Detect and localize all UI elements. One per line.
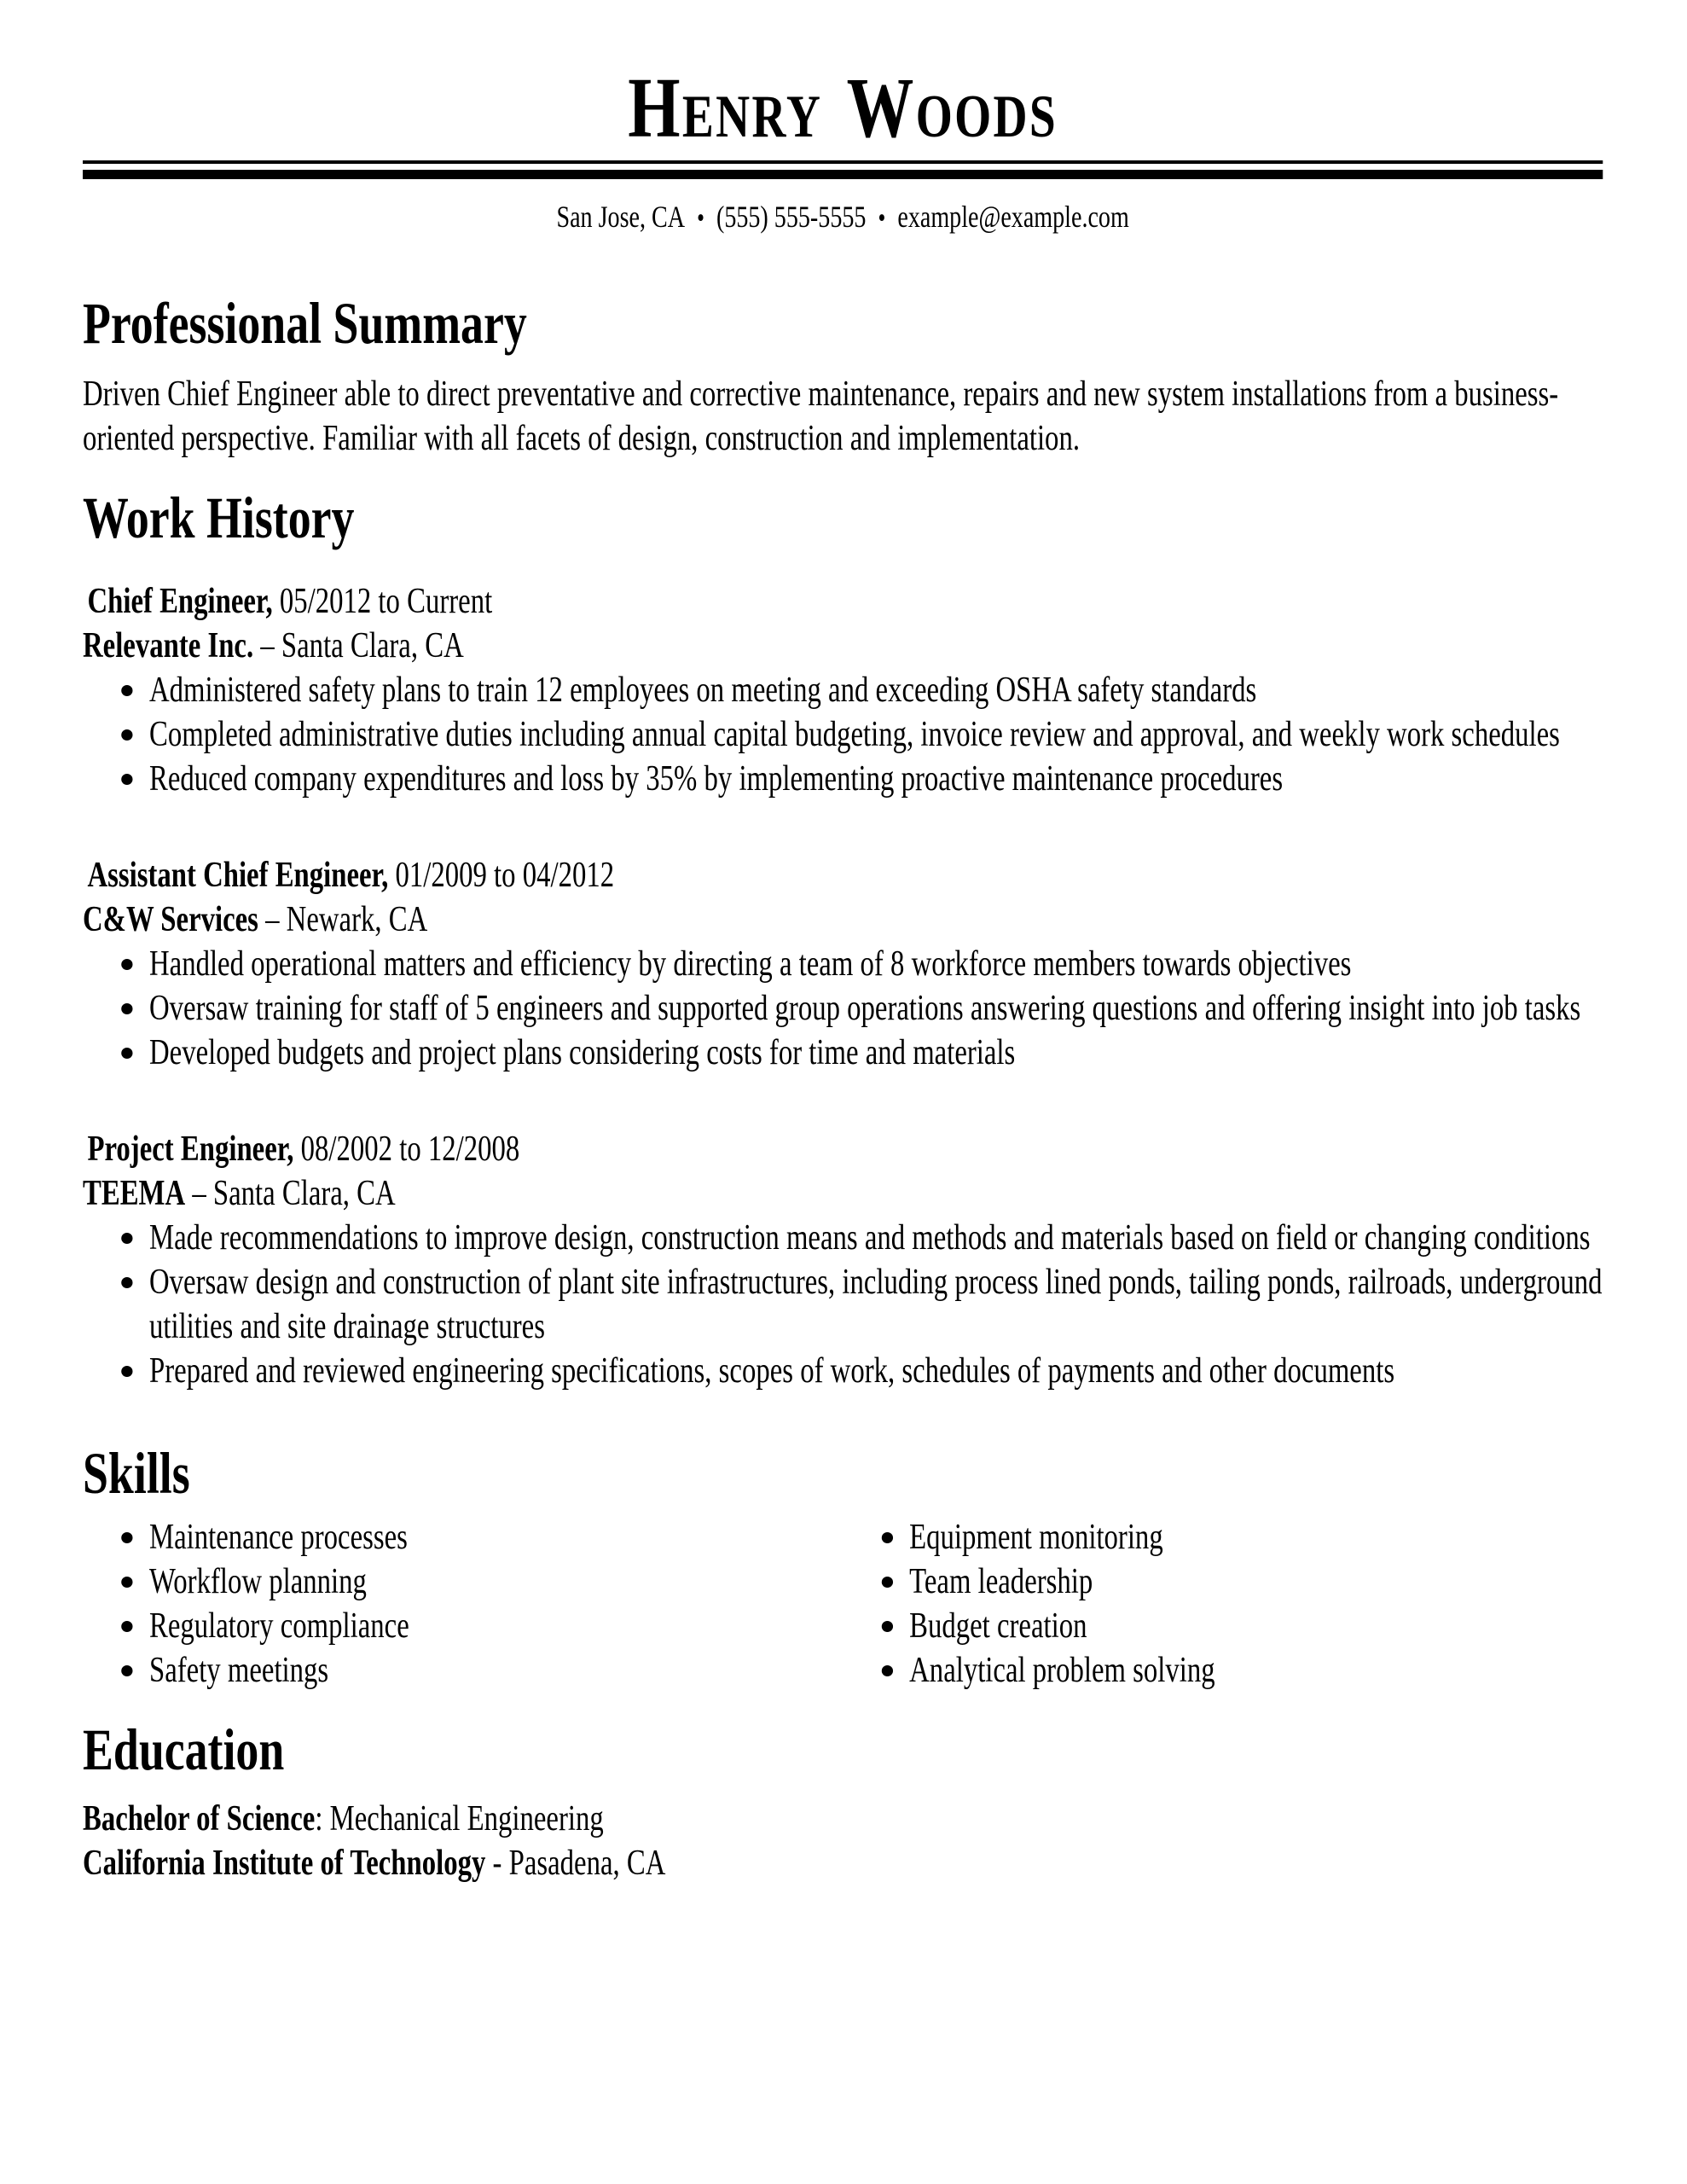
section-title-education: Education [83,1716,285,1782]
education-line [83,1841,1603,1885]
section-title-work-history: Work History [83,485,355,550]
job-bullet: Handled operational matters and efficiency by directing a team of 8 workforce members towards objectives [83,942,1603,986]
job-role: Assistant Chief Engineer, [87,855,389,895]
job-employer: TEEMA [83,1173,186,1213]
header-rule-gap [83,164,1603,170]
job-bullet: Administered safety plans to train 12 employees on meeting and exceeding OSHA safety standards [83,668,1603,712]
job-bullet: Oversaw design and construction of plant site infrastructures, including process lined ponds, tailing ponds, railroads, underground utilities and site drainage structures [83,1260,1603,1349]
skill-item: Workflow planning [83,1560,843,1604]
job-employer-line [83,1171,1603,1216]
summary-text: Driven Chief Engineer able to direct preventative and corrective maintenance, repairs and new system installations from a business-oriented perspective. Familiar with all facets of design, construction and implementation. [83,374,1559,458]
job-role: Project Engineer, [87,1129,294,1169]
job-dates: 01/2009 to 04/2012 [388,855,615,895]
job-dates: 08/2002 to 12/2008 [293,1129,520,1169]
skills-column [83,1515,843,1693]
job-bullet: Oversaw training for staff of 5 engineers and supported group operations answering questions and offering insight into job tasks [83,986,1603,1031]
skill-item: Budget creation [843,1604,1603,1648]
job-role: Chief Engineer, [87,581,273,621]
education-line-rest: - Pasadena, CA [485,1843,666,1883]
job-dates: 05/2012 to Current [272,581,493,621]
skill-item: Safety meetings [83,1648,843,1693]
job-title-line [83,1127,1603,1171]
job-title-line [83,579,1603,624]
job-employer: Relevante Inc. [83,625,254,665]
job-employer-line [83,897,1603,942]
job-bullet-list [83,942,1603,1075]
job-entry [83,579,1603,801]
resume-document [83,60,1603,1885]
education-line-lead: California Institute of Technology [83,1843,486,1883]
education-line [83,1797,1603,1841]
skill-item: Equipment monitoring [843,1515,1603,1560]
job-bullet: Made recommendations to improve design, construction means and methods and materials based on field or changing conditions [83,1216,1603,1260]
job-entry [83,853,1603,1075]
job-bullet-list [83,1216,1603,1393]
job-location: – Santa Clara, CA [253,625,464,665]
skill-item: Regulatory compliance [83,1604,843,1648]
contact-item: example@example.com [897,200,1129,234]
job-bullet: Developed budgets and project plans considering costs for time and materials [83,1031,1603,1075]
resume-name: Henry Woods [628,60,1058,155]
work-history-list [83,579,1603,1393]
contact-line [83,200,1603,235]
header-rule [83,160,1603,179]
header-rule-thick [83,170,1603,179]
skills-grid [83,1515,1603,1693]
contact-separator-dot-icon: • [697,203,704,234]
contact-item: San Jose, CA [556,200,686,234]
contact-separator-dot-icon: • [878,203,886,234]
section-title-skills: Skills [83,1440,190,1506]
skill-item: Team leadership [843,1560,1603,1604]
job-bullet: Completed administrative duties including annual capital budgeting, invoice review and approval, and weekly work schedules [83,712,1603,757]
education-line-lead: Bachelor of Science [83,1798,316,1838]
job-employer: C&W Services [83,899,258,939]
job-bullet-list [83,668,1603,801]
job-bullet: Reduced company expenditures and loss by 35% by implementing proactive maintenance procedures [83,757,1603,801]
skill-item: Analytical problem solving [843,1648,1603,1693]
job-entry [83,1127,1603,1393]
job-location: – Santa Clara, CA [185,1173,396,1213]
education-lines [83,1797,1603,1885]
job-title-line [83,853,1603,897]
skill-item: Maintenance processes [83,1515,843,1560]
job-employer-line [83,624,1603,668]
skills-column [843,1515,1603,1693]
education-line-rest: : Mechanical Engineering [315,1798,604,1838]
job-bullet: Prepared and reviewed engineering specifications, scopes of work, schedules of payments and other documents [83,1349,1603,1393]
contact-item: (555) 555-5555 [716,200,867,234]
section-title-summary: Professional Summary [83,290,527,356]
job-location: – Newark, CA [258,899,428,939]
